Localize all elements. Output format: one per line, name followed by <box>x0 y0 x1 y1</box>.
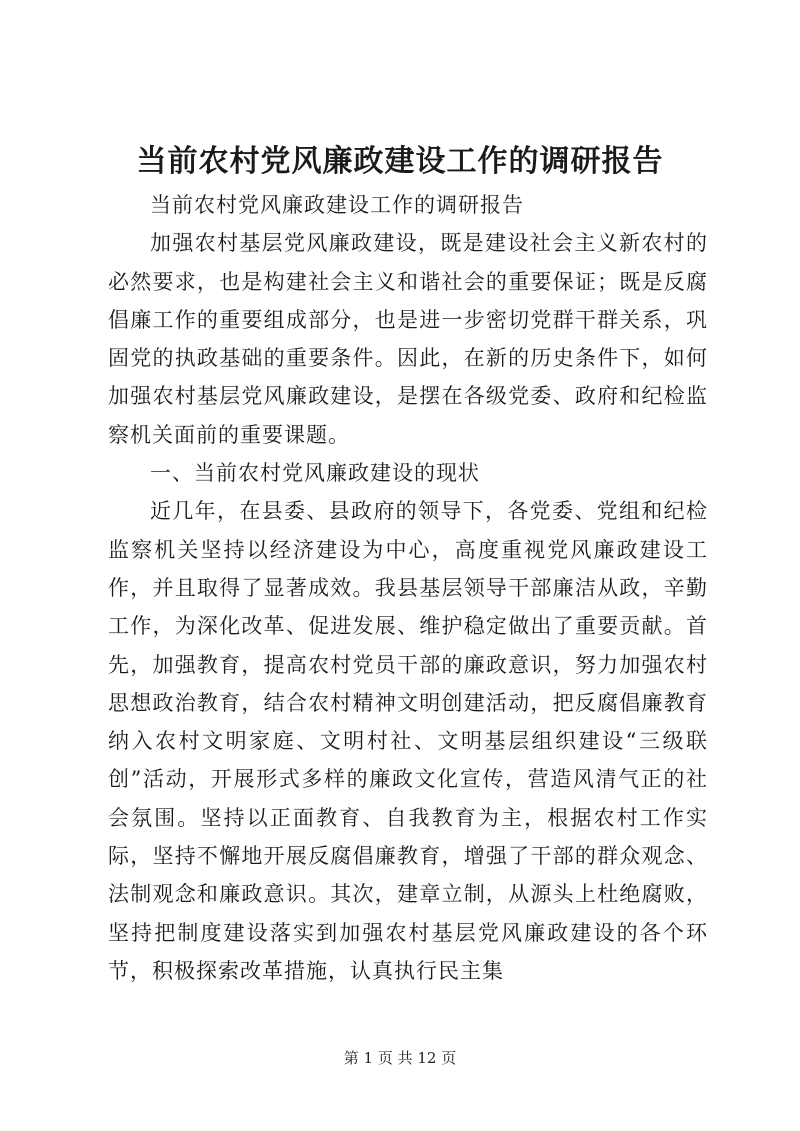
document-body <box>108 186 708 990</box>
intro-paragraph: 加强农村基层党风廉政建设，既是建设社会主义新农村的必然要求，也是构建社会主义和谐社会的重要保证；既是反腐倡廉工作的重要组成部分，也是进一步密切党群干群关系，巩固党的执政基础的重要条件。因此，在新的历史条件下，如何加强农村基层党风廉政建设，是摆在各级党委、政府和纪检监察机关面前的重要课题。 <box>108 231 708 447</box>
section-heading: 一、当前农村党风廉政建设的现状 <box>150 461 480 486</box>
document-title: 当前农村党风廉政建设工作的调研报告 <box>136 144 664 179</box>
page-footer: 第 1 页 共 12 页 <box>343 1049 457 1067</box>
subtitle-paragraph: 当前农村党风廉政建设工作的调研报告 <box>150 193 524 217</box>
body-paragraph: 近几年，在县委、县政府的领导下，各党委、党组和纪检监察机关坚持以经济建设为中心，高度重视党风廉政建设工作，并且取得了显著成效。我县基层领导干部廉洁从政，辛勤工作，为深化改革、促进发展、维护稳定做出了重要贡献。首先，加强教育，提高农村党员干部的廉政意识，努力加强农村思想政治教育，结合农村精神文明创建活动，把反腐倡廉教育纳入农村文明家庭、文明村社、文明基层组织建设“三级联创”活动，开展形式多样的廉政文化宣传，营造风清气正的社会氛围。坚持以正面教育、自我教育为主，根据农村工作实际，坚持不懈地开展反腐倡廉教育，增强了干部的群众观念、法制观念和廉政意识。其次，建章立制，从源头上杜绝腐败，坚持把制度建设落实到加强农村基层党风廉政建设的各个环节，积极探索改革措施，认真执行民主集 <box>108 499 708 983</box>
